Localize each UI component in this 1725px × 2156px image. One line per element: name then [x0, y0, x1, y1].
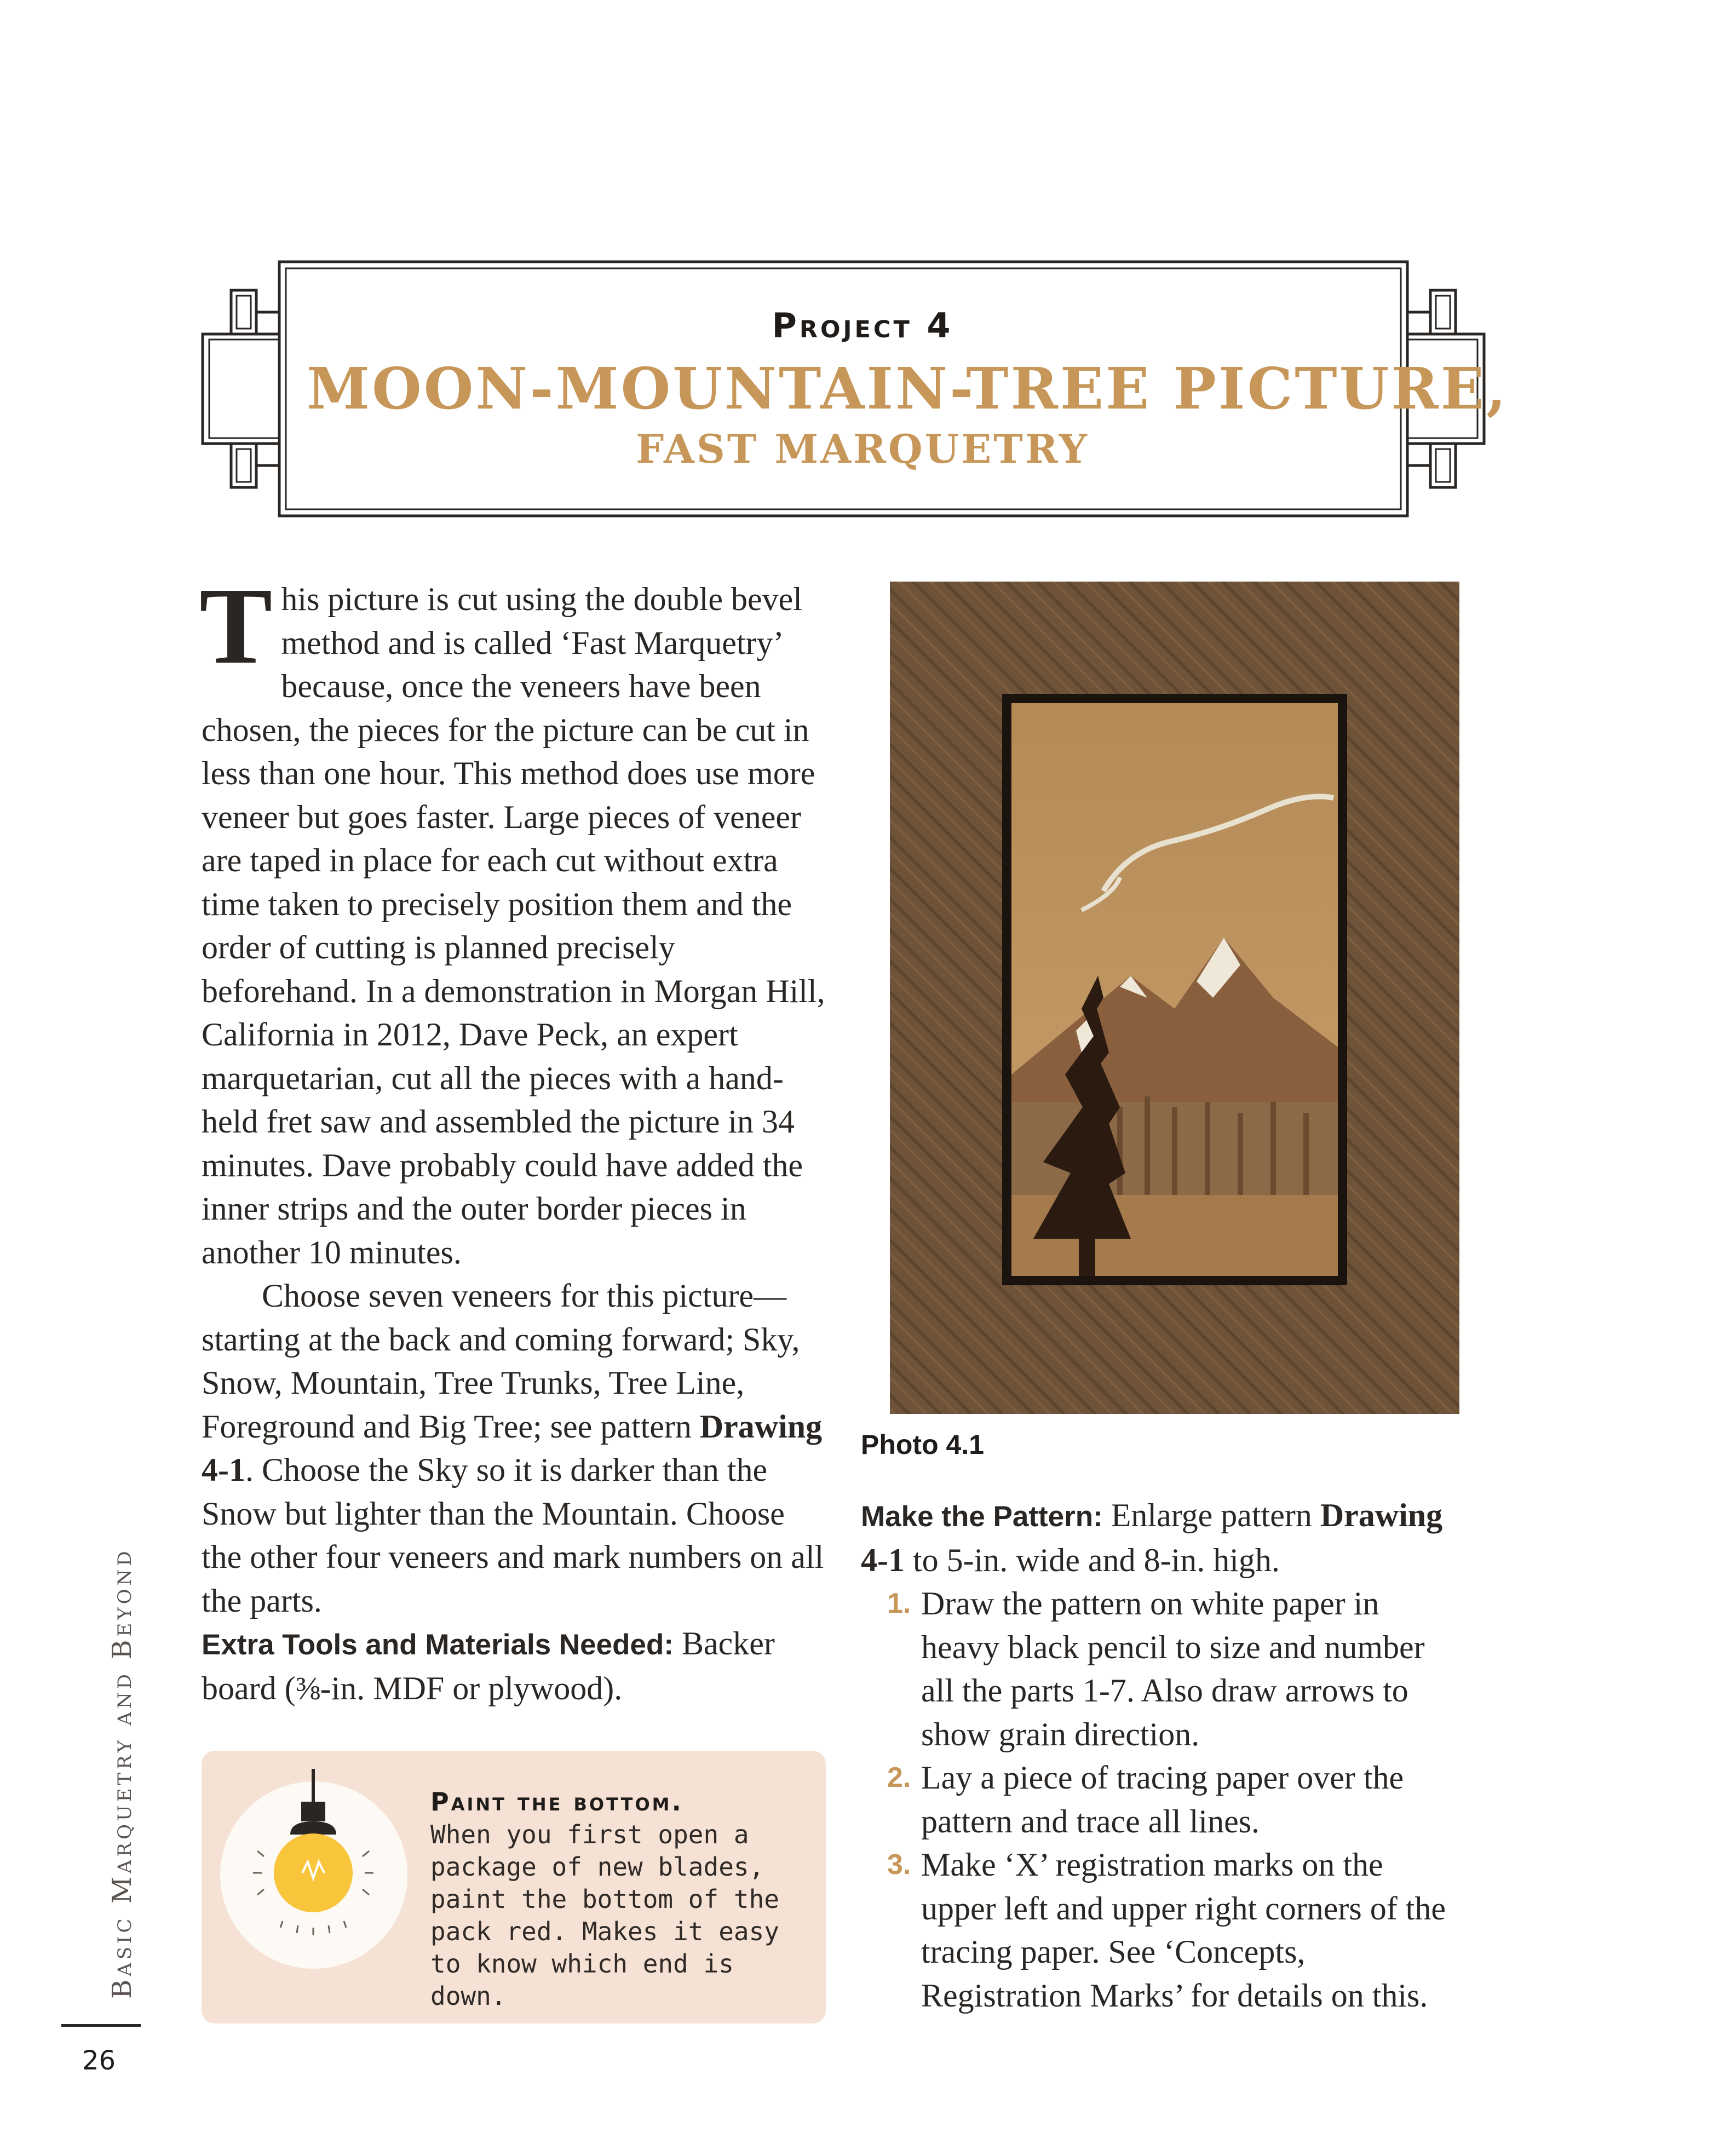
tip-heading-text: Paint the bottom. [430, 1787, 683, 1816]
pattern-text-start: Enlarge pattern [1102, 1497, 1320, 1533]
tools-text: Backer board (⅜-in. MDF or plywood). [202, 1625, 775, 1706]
intro-paragraph-2-end: . Choose the Sky so it is darker than the Snow but lighter than the Mountain. Choose the other four veneers and mark numbers on all the parts. [202, 1452, 824, 1619]
step-text: Make ‘X’ registration marks on the upper left and upper right corners of the tracing paper. See ‘Concepts, Registration Marks’ for details on this. [921, 1847, 1446, 2014]
pattern-text-end: to 5-in. wide and 8-in. high. [904, 1542, 1280, 1578]
intro-paragraph-1 [199, 566, 826, 1274]
pattern-step [861, 1843, 1458, 2017]
intro-section [199, 566, 826, 1623]
step-number: 2. [887, 1762, 911, 1793]
intro-paragraph-2 [202, 1274, 826, 1623]
step-number: 1. [887, 1588, 911, 1619]
photo-caption: Photo 4.1 [861, 1429, 985, 1460]
pattern-intro [861, 1494, 1458, 1582]
tip-heading [430, 1785, 825, 1819]
title-block [307, 304, 1509, 474]
step-text: Draw the pattern on white paper in heavy black pencil to size and number all the parts 1-7. Also draw arrows to show grain direction. [921, 1585, 1425, 1752]
page-subtitle: FAST MARQUETRY [636, 426, 1089, 472]
tools-label: Extra Tools and Materials Needed: [202, 1629, 674, 1661]
drawing-reference: Drawing 4-1 [202, 1408, 823, 1488]
pattern-step [861, 1582, 1458, 1756]
intro-paragraph-1-text: his picture is cut using the double bevel method and is called ‘Fast Marquetry’ because, once the veneers have been chosen, the pieces for the picture can be cut in less than one hour. This method does use more veneer but goes faster. Large pieces of veneer are taped in place for each cut without extra time taken to precisely position them and the order of cutting is planned precisely beforehand. In a demonstration in Morgan Hill, California in 2012, Dave Peck, an expert marquetarian, cut all the pieces with a hand-held fret saw and assembled the picture in 34 minutes. Dave probably could have added the inner strips and the outer border pieces in another 10 minutes. [202, 581, 825, 1270]
page-title: MOON-MOUNTAIN-TREE PICTURE, [307, 355, 1509, 422]
intro-paragraph-2-start: Choose seven veneers for this picture—starting at the back and coming forward; Sky, Snow, Mountain, Tree Trunks, Tree Line, Foreground and Big Tree; see pattern [202, 1278, 800, 1445]
pattern-section [861, 1494, 1458, 2017]
folio-rule [61, 2024, 141, 2027]
pattern-drawing-reference: Drawing 4-1 [861, 1497, 1443, 1578]
step-text: Lay a piece of tracing paper over the pattern and trace all lines. [921, 1760, 1404, 1839]
pattern-steps [861, 1582, 1458, 2017]
tools-section [202, 1622, 826, 1710]
tip-body: When you first open a package of new blades, paint the bottom of the pack red. Makes it easy to know which end is down. [430, 1820, 779, 2011]
lightbulb-icon [248, 1769, 379, 1966]
marquetry-photo [890, 582, 1459, 1414]
running-head [103, 1506, 141, 1999]
drop-cap: T [199, 566, 273, 687]
running-head-text: Basic Marquetry and Beyond [107, 1548, 137, 1999]
pattern-label: Make the Pattern: [861, 1500, 1103, 1533]
project-label-text: Project 4 [772, 306, 953, 346]
page-number: 26 [82, 2045, 116, 2076]
project-label [307, 304, 1418, 348]
step-number: 3. [887, 1849, 911, 1881]
pattern-step [861, 1756, 1458, 1843]
